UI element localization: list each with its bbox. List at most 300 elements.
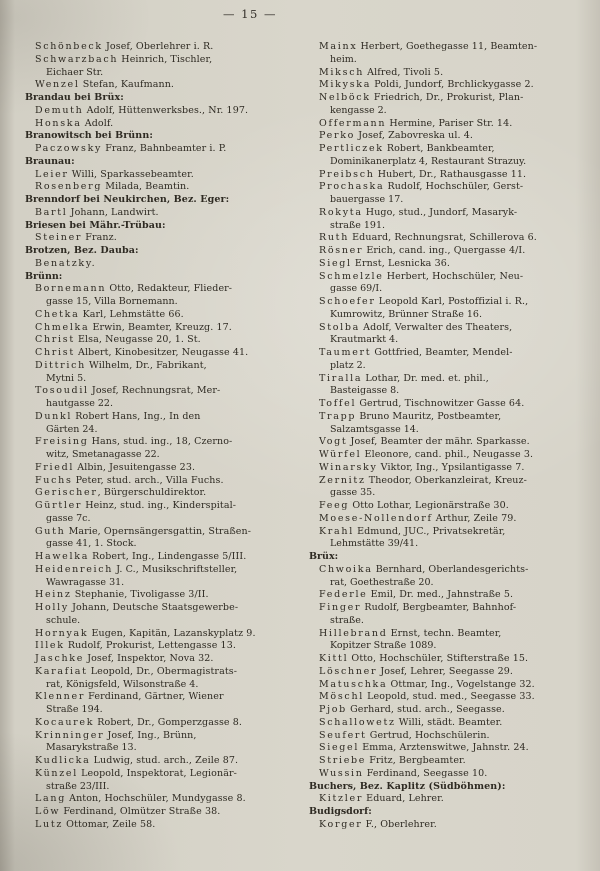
surname: Matuschka [319, 678, 388, 690]
surname: Karafiat [35, 665, 88, 677]
entry-detail: Ernst, Lesnicka 36. [351, 257, 450, 269]
entry-detail: Leopold, Inspektorat, Legionär- [78, 767, 237, 779]
surname: Illek [35, 640, 65, 652]
entry-continuation-line: straße. [330, 614, 364, 626]
entry-line [309, 322, 586, 335]
entry-detail: Rudolf, Bergbeamter, Bahnhof- [361, 602, 517, 613]
entry-line [25, 322, 302, 335]
entry-line [309, 296, 586, 309]
entry-line [25, 385, 302, 398]
entry-detail: Ottmar, Ing., Vogelstange 32. [387, 678, 535, 690]
entry-line [25, 411, 302, 424]
entry-line [309, 347, 586, 360]
entry-detail: Leopold, stud. med., Seegasse 33. [364, 691, 535, 703]
entry-detail: Hugo, stud., Jundorf, Masaryk- [362, 206, 518, 218]
entry-detail: Bernhard, Oberlandesgerichts- [372, 563, 529, 575]
surname: Christ [35, 347, 75, 358]
entry-line [25, 526, 302, 539]
entry-detail: Johann, Landwirt. [67, 206, 159, 218]
entry-detail: Bruno Mauritz, Postbeamter, [356, 410, 502, 422]
entry-line [25, 691, 302, 704]
surname: Kudlicka [35, 755, 91, 766]
entry-line [309, 730, 586, 743]
entry-detail: Herbert, Goethegasse 11, Beamten- [357, 41, 538, 52]
entry-line [309, 271, 586, 284]
surname: Bornemann [35, 283, 107, 295]
town-heading [25, 130, 302, 143]
entry-line [25, 169, 302, 182]
entry-line [309, 411, 586, 424]
entry-detail: Herbert, Hochschüler, Neu- [383, 270, 524, 282]
entry-line [309, 742, 586, 755]
surname: Rosenberg [35, 181, 103, 193]
entry-line [309, 79, 586, 92]
entry-detail: Eugen, Kapitän, Lazanskyplatz 9. [88, 627, 256, 639]
entry-line [25, 181, 302, 194]
entry-line [25, 564, 302, 577]
entry-detail: Josef, Ing., Brünn, [104, 729, 197, 741]
entry-line [309, 462, 586, 475]
surname: Pjob [319, 704, 347, 715]
entry-line [309, 475, 586, 488]
entry-line [309, 143, 586, 156]
entry-continuation-line: Masarykstraße 13. [46, 742, 137, 754]
entry-line [25, 602, 302, 615]
surname: Heinz [35, 589, 72, 601]
entry-line [25, 232, 302, 245]
entry-detail: Peter, stud. arch., Villa Fuchs. [72, 474, 224, 486]
surname: Chetka [35, 308, 80, 320]
entry-detail: Gertrud, Hochschülerin. [366, 729, 490, 741]
entry-line [25, 487, 302, 500]
surname: Gürtler [35, 500, 83, 511]
surname: Chwoika [319, 563, 373, 575]
entry-detail: Stephanie, Tivoligasse 3/II. [71, 589, 209, 601]
entry-line [309, 755, 586, 768]
town-heading [25, 92, 302, 105]
entry-line [309, 793, 586, 806]
town-heading [25, 220, 302, 233]
entry-line [25, 640, 302, 653]
surname: Schallowetz [319, 716, 396, 728]
entry-line [309, 398, 586, 411]
surname: Holly [35, 602, 69, 613]
entry-detail: Arthur, Zeile 79. [432, 512, 517, 524]
surname: Mainx [319, 41, 358, 52]
entry-detail: Robert, Ing., Lindengasse 5/III. [89, 551, 247, 562]
surname: Würfel [319, 449, 362, 460]
entry-line [309, 704, 586, 717]
surname: Miksch [319, 66, 365, 78]
surname: Löschner [319, 665, 378, 677]
surname: Taumert [319, 347, 372, 358]
town-name: Brotzen, [25, 245, 71, 256]
entry-line [25, 806, 302, 819]
entry-detail: Emil, Dr. med., Jahnstraße 5. [367, 589, 514, 601]
entry-detail: Eduard, Rechnungsrat, Schillerova 6. [349, 232, 537, 244]
entry-line [309, 628, 586, 641]
entry-line [309, 717, 586, 730]
surname: Nelböck [319, 92, 371, 103]
entry-line [309, 258, 586, 271]
entry-line [309, 41, 586, 54]
surname: Seufert [319, 729, 367, 741]
entry-line [309, 436, 586, 449]
entry-continuation-line: rat, Goethestraße 20. [330, 576, 434, 588]
entry-detail: Adolf, Hüttenwerksbes., Nr. 197. [83, 104, 249, 116]
entry-continuation-line: bauergasse 17. [330, 194, 404, 205]
entry-continuation-line: Basteigasse 8. [330, 385, 400, 397]
entry-detail: Albert, Kinobesitzer, Neugasse 41. [74, 347, 249, 358]
entry-detail: Josef, Zabovreska ul. 4. [355, 130, 474, 142]
surname: Dittrich [35, 359, 86, 371]
entry-detail: Hans, stud. ing., 18, Czerno- [88, 436, 233, 448]
entry-line [25, 283, 302, 296]
entry-detail: Alfred, Tivoli 5. [364, 66, 444, 78]
surname: Lang [35, 793, 66, 805]
entry-detail: Poldi, Jundorf, Brchlickygasse 2. [371, 79, 534, 91]
entry-line [309, 679, 586, 692]
surname: Moese-Nollendorf [319, 512, 433, 524]
surname: Krahl [319, 525, 354, 537]
surname: Kittl [319, 653, 349, 664]
surname: Federle [319, 589, 368, 601]
entry-detail: Adolf, Verwalter des Theaters, [360, 321, 513, 333]
entry-line [309, 169, 586, 182]
town-name: Brünn: [25, 270, 63, 282]
surname: Finger [319, 602, 362, 613]
town-heading [25, 271, 302, 284]
entry-line [25, 118, 302, 131]
entry-detail: Ferdinand, Seegasse 10. [363, 767, 488, 779]
surname: Kocaurek [35, 716, 95, 728]
entry-line [25, 41, 302, 54]
surname: Wenzel [35, 79, 80, 91]
entry-detail: Ferdinand, Olmützer Straße 38. [60, 806, 221, 817]
town-name: Brandau [25, 92, 71, 103]
surname: Hawelka [35, 551, 90, 562]
entry-detail: Willi, Sparkassebeamter. [68, 168, 194, 180]
entry-line [309, 181, 586, 194]
entry-detail: Fritz, Bergbeamter. [366, 755, 466, 766]
surname: Pertliczek [319, 143, 384, 154]
entry-detail: Josef, Inspektor, Nova 32. [84, 653, 214, 664]
entry-continuation-line: Salzamtsgasse 14. [330, 423, 419, 435]
entry-detail: Robert, Bankbeamter, [383, 143, 495, 154]
entry-detail: J. C., Musikschriftsteller, [113, 563, 238, 575]
entry-continuation-line: hautgasse 22. [46, 398, 113, 409]
surname: Perko [319, 130, 356, 142]
surname: Kitzler [319, 793, 364, 805]
entry-detail: Otto, Redakteur, Flieder- [106, 283, 233, 295]
entry-continuation-line: gasse 41, 1. Stock. [46, 538, 137, 550]
entry-line [25, 143, 302, 156]
surname: Ruth [319, 232, 350, 244]
entry-detail: Lothar, Dr. med. et. phil., [362, 372, 489, 384]
entry-detail: Robert Hans, Ing., In den [72, 410, 201, 422]
entry-detail: Rudolf, Prokurist, Lettengasse 13. [64, 640, 236, 652]
surname: Lutz [35, 818, 64, 830]
heading-detail: bei Brüx: [70, 92, 124, 103]
surname: Benatzky. [35, 257, 97, 269]
surname: Wussin [319, 767, 364, 779]
entry-line [25, 462, 302, 475]
surname: Feeg [319, 500, 350, 511]
entry-detail: Josef, Rechnungsrat, Mer- [88, 385, 221, 397]
entry-detail: Ludwig, stud. arch., Zeile 87. [90, 755, 239, 766]
entry-line [309, 691, 586, 704]
entry-continuation-line: Dominikanerplatz 4, Restaurant Strazuy. [330, 155, 527, 167]
right-column [309, 41, 586, 832]
entry-continuation-line: Eichaer Str. [46, 66, 104, 78]
entry-detail: Franz. [82, 232, 117, 244]
entry-line [309, 768, 586, 781]
entry-detail: Leopold, Dr., Obermagistrats- [87, 665, 238, 677]
surname: Toffel [319, 398, 357, 409]
entry-continuation-line: witz, Smetanagasse 22. [46, 449, 160, 460]
surname: Tiralla [319, 372, 363, 384]
entry-line [309, 67, 586, 80]
surname: Schönbeck [35, 41, 103, 52]
left-column [25, 41, 302, 832]
entry-detail: Eduard, Lehrer. [363, 793, 444, 805]
entry-detail: Ferdinand, Gärtner, Wiener [85, 691, 224, 703]
entry-line [309, 526, 586, 539]
entry-detail: Theodor, Oberkanzleirat, Kreuz- [365, 474, 527, 486]
surname: Rösner [319, 245, 364, 256]
entry-detail: Stefan, Kaufmann. [79, 79, 175, 91]
surname: Bartl [35, 206, 68, 218]
town-name: Brenndorf [25, 194, 80, 205]
entry-detail: Erich, cand. ing., Quergasse 4/I. [363, 245, 526, 256]
surname: Christ [35, 334, 75, 346]
surname: Offermann [319, 117, 387, 129]
entry-line [25, 628, 302, 641]
entry-line [309, 666, 586, 679]
entry-continuation-line: gasse 35. [330, 487, 376, 499]
entry-line [309, 232, 586, 245]
surname: Vogt [319, 436, 348, 448]
surname: Dunkl [35, 410, 73, 422]
surname: Schmelzle [319, 270, 384, 282]
entry-line [25, 666, 302, 679]
entry-line [25, 551, 302, 564]
surname: Hornyak [35, 627, 89, 639]
surname: Schwarzbach [35, 53, 119, 65]
entry-detail: Wilhelm, Dr., Fabrikant, [85, 359, 207, 371]
entry-detail: Franz, Bahnbeamter i. P. [102, 143, 227, 154]
entry-detail: Johann, Deutsche Staatsgewerbe- [68, 602, 239, 613]
entry-detail: , Bürgerschuldirektor. [97, 487, 207, 499]
entry-detail: Otto, Hochschüler, Stifterstraße 15. [348, 653, 529, 664]
town-heading [25, 156, 302, 169]
entry-line [25, 730, 302, 743]
entry-line [309, 245, 586, 258]
surname: Tosoudil [35, 385, 89, 397]
entry-detail: Josef, Beamter der mähr. Sparkasse. [347, 436, 530, 448]
town-heading [309, 806, 586, 819]
entry-line [25, 653, 302, 666]
entry-line [309, 819, 586, 832]
surname: Möschl [319, 691, 364, 703]
entry-line [309, 207, 586, 220]
entry-line [25, 436, 302, 449]
entry-continuation-line: platz 2. [330, 359, 366, 371]
entry-detail: Gertrud, Tischnowitzer Gasse 64. [356, 398, 525, 409]
entry-detail: Emma, Arztenswitwe, Jahnstr. 24. [359, 742, 529, 754]
entry-line [25, 768, 302, 781]
surname: Steiner [35, 232, 83, 244]
town-heading [25, 194, 302, 207]
surname: Freising [35, 436, 89, 448]
entry-continuation-line: Wawragasse 31. [46, 576, 125, 588]
heading-detail: bei Neukirchen, Bez. Eger: [79, 194, 230, 205]
entry-line [309, 449, 586, 462]
surname: Prochaska [319, 181, 385, 193]
entry-line [309, 564, 586, 577]
entry-line [25, 347, 302, 360]
heading-detail: Bez. Kaplitz (Südböhmen): [356, 780, 506, 792]
entry-detail: Edmund, JUC., Privatsekretär, [353, 525, 506, 537]
surname: Siegel [319, 742, 360, 754]
entry-line [25, 793, 302, 806]
surname: Preibsch [319, 168, 375, 180]
surname: Striebe [319, 755, 367, 766]
town-name: Briesen [25, 219, 66, 231]
entry-detail: Gerhard, stud. arch., Seegasse. [346, 704, 505, 715]
entry-continuation-line: Kopitzer Straße 1089. [330, 640, 437, 652]
town-name: Buchers, [309, 780, 357, 792]
surname: Löw [35, 806, 61, 817]
surname: Demuth [35, 104, 84, 116]
entry-line [25, 309, 302, 322]
entry-detail: Karl, Lehmstätte 66. [79, 308, 184, 320]
entry-line [25, 79, 302, 92]
surname: Zernitz [319, 474, 366, 486]
entry-line [309, 130, 586, 143]
entry-detail: Ottomar, Zeile 58. [63, 818, 156, 830]
page-number: — 15 — [223, 7, 277, 21]
entry-line [25, 105, 302, 118]
town-name: Brüx: [309, 551, 339, 562]
entry-detail: Hubert, Dr., Rathausgasse 11. [374, 168, 527, 180]
entry-continuation-line: Mytni 5. [46, 372, 87, 384]
text-columns [25, 41, 586, 832]
town-heading [309, 551, 586, 564]
entry-continuation-line: Lehmstätte 39/41. [330, 538, 419, 550]
entry-detail: Heinrich, Tischler, [118, 53, 213, 65]
surname: Gerischer [35, 487, 98, 499]
surname: Guth [35, 525, 66, 537]
entry-line [309, 602, 586, 615]
entry-line [25, 717, 302, 730]
entry-detail: Robert, Dr., Gomperzgasse 8. [94, 716, 243, 728]
entry-detail: Willi, städt. Beamter. [395, 716, 503, 728]
entry-line [25, 54, 302, 67]
surname: Mikyska [319, 79, 372, 91]
entry-continuation-line: gasse 7c. [46, 512, 91, 524]
entry-detail: Rudolf, Hochschüler, Gerst- [384, 181, 524, 193]
entry-detail: Friedrich, Dr., Prokurist, Plan- [370, 92, 524, 103]
surname: Krinninger [35, 729, 105, 741]
surname: Klenner [35, 691, 86, 703]
surname: Hillebrand [319, 627, 388, 639]
surname: Honska [35, 117, 82, 129]
entry-detail: Leopold Karl, Postoffizial i. R., [375, 296, 529, 307]
entry-line [25, 334, 302, 347]
town-heading [25, 245, 302, 258]
entry-line [309, 118, 586, 131]
entry-line [25, 819, 302, 832]
surname: Korger [319, 818, 363, 830]
entry-line [25, 589, 302, 602]
entry-line [309, 653, 586, 666]
entry-continuation-line: straße 23/III. [46, 780, 110, 792]
entry-line [25, 258, 302, 271]
heading-detail: Bez. Dauba: [70, 245, 139, 256]
surname: Siegl [319, 257, 352, 269]
town-name: Braunau: [25, 155, 75, 167]
entry-line [25, 207, 302, 220]
town-name: Branowitsch [25, 130, 92, 142]
entry-detail: Ernst, techn. Beamter, [387, 627, 502, 639]
entry-line [25, 475, 302, 488]
entry-detail: Heinz, stud. ing., Kinderspital- [82, 500, 237, 511]
entry-continuation-line: Krautmarkt 4. [330, 334, 399, 346]
entry-line [25, 755, 302, 768]
surname: Leier [35, 168, 69, 180]
entry-detail: Albin, Jesuitengasse 23. [74, 461, 196, 473]
heading-detail: bei Mähr.-Trübau: [66, 219, 166, 231]
entry-detail: Otto Lothar, Legionärstraße 30. [349, 500, 509, 511]
surname: Chmelka [35, 321, 90, 333]
surname: Fuchs [35, 474, 73, 486]
entry-continuation-line: gasse 69/I. [330, 283, 383, 295]
surname: Stolba [319, 321, 361, 333]
entry-line [25, 500, 302, 513]
town-heading [309, 781, 586, 794]
entry-line [309, 92, 586, 105]
entry-detail: Eleonore, cand. phil., Neugasse 3. [361, 449, 534, 460]
entry-line [25, 360, 302, 373]
entry-detail: Gottfried, Beamter, Mendel- [371, 347, 513, 358]
surname: Schoefer [319, 296, 376, 307]
town-name: Budigsdorf: [309, 806, 372, 817]
entry-detail: Viktor, Ing., Ypsilantigasse 7. [377, 461, 525, 473]
entry-detail: Josef, Lehrer, Seegasse 29. [377, 665, 514, 677]
surname: Jaschke [35, 653, 85, 664]
entry-continuation-line: Gärten 24. [46, 423, 98, 435]
entry-continuation-line: straße 191. [330, 219, 386, 231]
surname: Friedl [35, 461, 75, 473]
surname: Künzel [35, 767, 78, 779]
entry-continuation-line: kengasse 2. [330, 104, 387, 116]
surname: Rokyta [319, 206, 363, 218]
surname: Winarsky [319, 461, 378, 473]
entry-line [309, 513, 586, 526]
entry-detail: Hermine, Pariser Str. 14. [386, 117, 513, 129]
entry-continuation-line: Straße 194. [46, 704, 103, 715]
entry-continuation-line: rat, Königsfeld, Wilsonstraße 4. [46, 678, 199, 690]
surname: Paczowsky [35, 143, 103, 154]
entry-line [309, 373, 586, 386]
entry-continuation-line: gasse 15, Villa Bornemann. [46, 296, 178, 307]
entry-line [309, 589, 586, 602]
entry-detail: F., Oberlehrer. [362, 818, 437, 830]
entry-continuation-line: heim. [330, 53, 357, 65]
surname: Heidenreich [35, 563, 114, 575]
entry-detail: Josef, Oberlehrer i. R. [102, 41, 214, 52]
